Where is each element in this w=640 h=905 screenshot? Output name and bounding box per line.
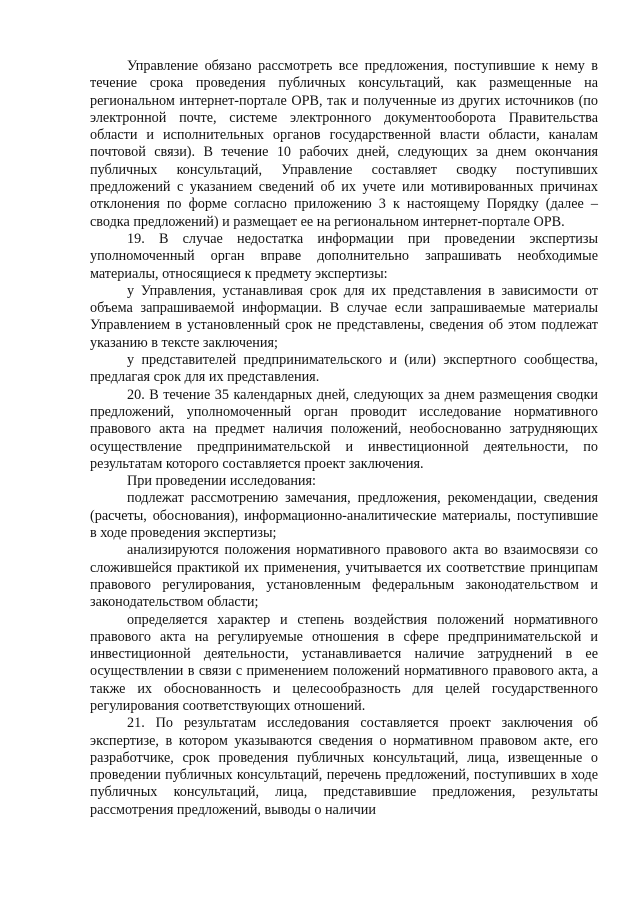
paragraph-item-20: 20. В течение 35 календарных дней, следующих за днем размещения сводки предложений, уполномоченный орган проводит исследование нормативного правового акта на предмет наличия положений, необоснованно затрудняющих осуществление предпринимательской и инвестиционной деятельности, по результатам которого составляется проект заключения. xyxy=(90,386,598,472)
paragraph-item-19: 19. В случае недостатка информации при проведении экспертизы уполномоченный орган вправе дополнительно запрашивать необходимые материалы, относящиеся к предмету экспертизы: xyxy=(90,230,598,282)
document-page xyxy=(90,58,598,819)
paragraph-request-from-business: у представителей предпринимательского и (или) экспертного сообщества, предлагая срок для их представления. xyxy=(90,352,598,386)
paragraph-request-from-management: у Управления, устанавливая срок для их представления в зависимости от объема запрашиваемой информации. В случае если запрашиваемые материалы Управлением в установленный срок не представлены, сведения об этом подлежат указанию в тексте заключения; xyxy=(90,282,598,351)
paragraph-research-analysis: анализируются положения нормативного правового акта во взаимосвязи со сложившейся практикой их применения, учитывается их соответствие принципам правового регулирования, установленным федеральным законодательством и законодательством области; xyxy=(90,542,598,611)
paragraph-sводка-procedure: Управление обязано рассмотреть все предложения, поступившие к нему в течение срока проведения публичных консультаций, как размещенные на региональном интернет-портале ОРВ, так и полученные из других источников (по электронной почте, системе электронного документооборота Правительства области и исполнительных органов государственной власти области, каналам почтовой связи). В течение 10 рабочих дней, следующих за днем окончания публичных консультаций, Управление составляет сводку поступивших предложений с указанием сведений об их учете или мотивированных причинах отклонения по форме согласно приложению 3 к настоящему Порядку (далее – сводка предложений) и размещает ее на региональном интернет-портале ОРВ. xyxy=(90,58,598,230)
paragraph-research-consideration: подлежат рассмотрению замечания, предложения, рекомендации, сведения (расчеты, обоснования), информационно-аналитические материалы, поступившие в ходе проведения экспертизы; xyxy=(90,490,598,542)
paragraph-research-impact: определяется характер и степень воздействия положений нормативного правового акта на регулируемые отношения в сфере предпринимательской и инвестиционной деятельности, устанавливается наличие затруднений в ее осуществлении в связи с применением положений нормативного правового акта, а также их обоснованность и целесообразность для целей государственного регулирования соответствующих отношений. xyxy=(90,611,598,714)
paragraph-item-21: 21. По результатам исследования составляется проект заключения об экспертизе, в котором указываются сведения о нормативном правовом акте, его разработчике, срок проведения публичных консультаций, лица, извещенные о проведении публичных консультаций, перечень предложений, поступивших в ходе публичных консультаций, лица, представившие предложения, результаты рассмотрения предложений, выводы о наличии xyxy=(90,715,598,818)
paragraph-research-intro: При проведении исследования: xyxy=(127,473,316,490)
